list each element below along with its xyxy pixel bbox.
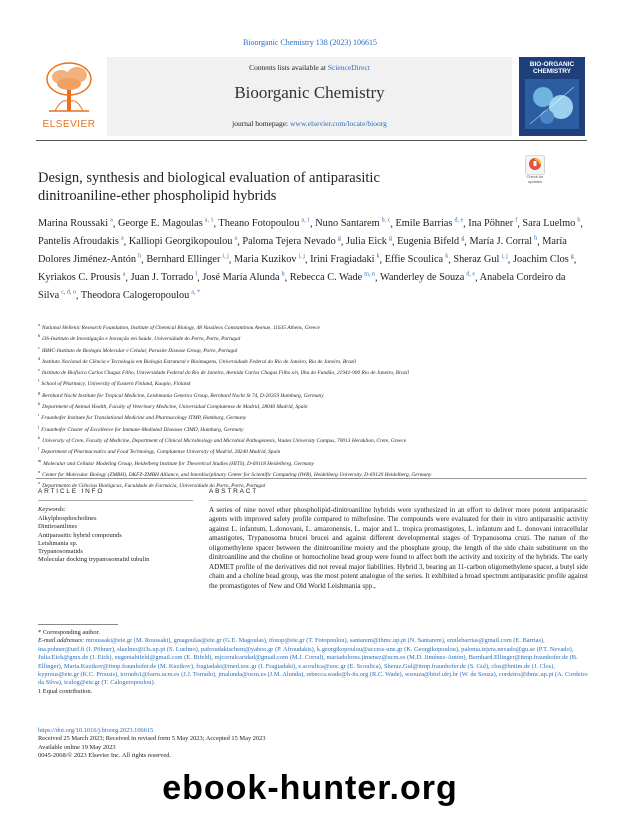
author-affiliation-marker[interactable]: g [461,236,465,243]
author-name: Theano Fotopoulou [218,218,300,230]
author[interactable] [290,272,375,283]
author-name: Rebecca C. Wade [289,272,363,284]
affiliation-text: Departmento de Ciências Biológicas, Faculdade de Farmácia, Universidade do Porto, Porto, Portugal [42,482,266,489]
homepage-prefix: journal homepage: [232,119,291,128]
footnote-rule [38,624,118,625]
affiliation-text: Fraunhofer Cluster of Excellence for Immune-Mediated Diseases CIMD, Hamburg, Germany [41,426,244,433]
affiliation-text: University of Crete, Faculty of Medicine, Department of Clinical Microbiology and Microbial Pathogenesis, Voutes University Campus, 70013 Heraklion, Crete, Greece [42,437,407,444]
author[interactable] [522,218,580,229]
author[interactable] [468,218,517,229]
author-name: Kyriakos C. Prousis [38,272,121,284]
email-label: E-mail addresses: [38,637,85,645]
author-name: Kalliopi Georgikopoulou [128,236,233,248]
keywords-list [38,515,198,565]
cover-title-line2: CHEMISTRY [532,68,572,75]
author-affiliation-marker[interactable]: d, e [454,218,464,224]
author-name: Joachim Clos [512,254,569,266]
affiliation-item [38,321,588,332]
author-affiliation-marker[interactable]: a, 1 [301,218,311,224]
author[interactable] [234,254,305,265]
author[interactable] [202,272,284,283]
header-divider [36,140,587,141]
contents-line [107,63,512,72]
affiliation-letter: j [38,423,40,429]
affiliation-letter: c [38,344,40,350]
author[interactable] [38,218,113,229]
affiliation-item [38,400,588,411]
affiliation-letter: h [38,401,41,407]
affiliation-text: School of Pharmacy, University of Eastern Finland, Kuopio, Finland [41,381,191,388]
affiliation-letter: f [38,378,40,384]
journal-reference[interactable]: Bioorganic Chemistry 138 (2023) 106615 [242,38,378,47]
author-name: Juan J. Torrado [130,272,194,284]
affiliation-letter: d [38,355,41,361]
affiliation-letter: g [38,389,41,395]
author-name: Emile Barrias [395,218,453,230]
author-affiliation-marker[interactable]: a, 1 [204,218,214,224]
author[interactable] [346,236,392,247]
affiliation-text: National Hellenic Research Foundation, Institute of Chemical Biology, 48 Vassileos Constantinou Avenue, 11635 Athens, Greece [41,324,320,331]
affiliation-text: IBMC-Instituto de Biologia Molecular e Celular, Parasite Disease Group, Porto, Portugal [41,347,238,354]
author-name: María Dolores Jiménez-Antón [38,236,567,266]
author-name: George E. Magoulas [117,218,203,230]
affiliation-item [38,423,588,434]
check-updates-line2: updates [527,178,543,184]
author-name: Effie Scoulica [384,254,444,266]
check-updates-icon [525,155,545,175]
author-affiliation-marker[interactable]: a, * [191,290,200,297]
author[interactable] [310,254,379,265]
author-name: Sheraz Gul [453,254,500,266]
author-name: Theodora Calogeropoulou [80,290,190,302]
header-center-panel [107,57,512,136]
affiliation-item [38,445,588,456]
author[interactable] [453,254,507,265]
footnotes [38,629,588,696]
affiliation-letter: i [38,412,40,418]
author[interactable] [315,218,390,229]
author-affiliation-marker[interactable]: a [122,272,126,279]
author[interactable] [81,290,200,301]
journal-cover[interactable] [519,57,585,136]
author-affiliation-marker[interactable]: i, j [501,254,508,261]
affiliation-letter: l [38,446,40,452]
check-for-updates-badge[interactable] [521,155,549,187]
author[interactable] [395,218,463,229]
keyword-item: Molecular docking trypanosomatid tubulin [38,556,150,564]
affiliation-text: Center for Molecular Biology (ZMBH), DKFZ-ZMBH Alliance, and Interdisciplinary Center for Scientific Computing (IWR), Heidelberg University, D-69120 Heidelberg, Germany [42,471,432,478]
homepage-line [107,119,512,128]
author[interactable] [385,254,449,265]
author-affiliation-marker[interactable]: i, j [222,254,229,261]
author[interactable] [131,272,198,283]
keywords-label: Keywords: [38,506,66,513]
author-affiliation-marker[interactable]: l [195,272,198,279]
keyword-item: Alkylphosphocholines [38,515,97,522]
publication-info [38,727,438,761]
check-updates-line1: Check for [526,174,544,179]
author[interactable] [118,218,213,229]
doi-link[interactable]: https://doi.org/10.1016/j.bioorg.2023.106615 [38,727,154,734]
author-affiliation-marker[interactable]: a [234,236,238,243]
author[interactable] [129,236,237,247]
author-affiliation-marker[interactable]: b, c [381,218,391,224]
affiliation-text: Instituto de Biofísica Carlos Chagas Filho, Universidade Federal do Rio de Janeiro, Avenida Carlos Chagas Filho s/n, Ilha do Fundão, 21941-900 Rio de Janeiro, Brazil [41,369,409,376]
affiliation-letter: n [38,468,41,474]
author-name: María J. Corral [469,236,533,248]
author-affiliation-marker[interactable]: a [121,236,124,243]
author-name: Bernhard Ellinger [146,254,221,266]
affiliation-text: Fraunhofer Institute for Translational Medicine and Pharmacology ITMP, Hamburg, Germany [41,415,247,422]
elsevier-wordmark: ELSEVIER [42,119,96,130]
email-addresses [38,637,588,687]
affiliation-list [38,321,588,490]
journal-header [36,57,587,136]
affiliation-item [38,479,588,490]
author-affiliation-marker[interactable]: a [110,218,113,224]
author-affiliation-marker[interactable]: f [515,218,518,224]
affiliation-item [38,332,588,343]
affiliation-text: Molecular and Cellular Modeling Group, Heidelberg Institute for Theoretical Studies (HITS), D-69118 Heidelberg, Germany [43,460,314,467]
author[interactable] [469,236,537,247]
cover-title [519,61,585,75]
email-list[interactable]: mroussaki@eie.gr (M. Roussaki), gmagoulas@eie.gr (G.E. Magoulas), tfotop@eie.gr (T. Fotopoulou), santarem@ibmc.up.pt (N. Santarem), emilebarrias@gmail.com (E. Barrias), ina.pohner@uef.fi (I. Pöhner), sluelmo@i3s.up.pt (S. Luelmo), pafroudakischem@yahoo.gr (P. Afroudakis), k.georgikopoulou@access-une.gr (K. Georgikopoulou), paloma.tejera.nevado@gu.se (P.T. Nevado), Julia.Eick@gmx.de (J. Eick), eugeniabifeld@gmail.com (E. Bifeld), mjcorralcaridad@gmail.com (M.J. Corral), mariadolores.jimenez@ucm.es (M.D. Jiménez-Antón), Bernhard.Ellinger@itmp.fraunhofer.de (B. Ellinger), Maria.Kuzikov@itmp.fraunhofer.de (M. Kuzikov), fragiadaki@med.uoc.gr (I. Fragiadaki), e.scoulica@uoc.gr (E. Scoulica), Sheraz.Gul@itmp.fraunhofer.de (S. Gul), clos@bnitm.de (J. Clos), kyprous@eie.gr (K.C. Prousis), torrado1@farm.ucm.es (J.J. Torrado), jmalunda@ucm.es (J.M. Alunda), rebecca.wade@h-its.org (R.C. Wade), wsouza@biof.ufrj.br (W. de Souza), cordeiro@ibmc.up.pt (A. Cordeiro da Silva), tcalog@eie.gr (T. Calogeropoulou). [38,637,588,687]
author[interactable] [146,254,228,265]
homepage-link[interactable]: www.elsevier.com/locate/bioorg [290,119,387,128]
author-affiliation-marker[interactable]: g [389,236,392,243]
journal-title: Bioorganic Chemistry [234,83,385,102]
cover-art-icon [525,79,579,129]
affiliation-text: Department of Pharmaceutics and Food Technology, Complutense University of Madrid, 28240 Madrid, Spain [41,449,281,456]
keyword-item: Trypanosomatids [38,548,83,556]
affiliation-letter: k [38,434,41,440]
article-title-line1: Design, synthesis and biological evaluation of antiparasitic [38,170,380,186]
article-info-rule [38,500,193,501]
author-affiliation-marker[interactable]: k [445,254,449,261]
affiliation-letter: a [38,322,40,327]
equal-contribution-note: 1 Equal contribution. [38,687,93,695]
keyword-item: Leishmania sp. [38,539,78,547]
article-title-line2: dinitroaniline-ether phospholipid hybrids [38,187,277,204]
author-affiliation-marker[interactable]: i, j [298,254,305,261]
author-name: Sara Luelmo [522,218,576,230]
abstract-heading: ABSTRACT [209,488,259,495]
author-affiliation-marker[interactable]: h [281,272,285,279]
elsevier-tree-icon [41,59,97,115]
author-affiliation-marker[interactable]: k [376,254,380,261]
keyword-item: Dinitroanilines [38,523,77,531]
sciencedirect-link[interactable]: ScienceDirect [327,63,370,72]
affiliation-item [38,411,588,422]
affiliation-item [38,366,588,377]
author[interactable] [397,236,464,247]
author[interactable] [38,236,124,247]
affiliation-item [38,389,588,400]
article-title [38,170,508,205]
author-affiliation-marker[interactable]: c, d, o [61,290,76,297]
author[interactable] [242,236,341,247]
author-name: José María Alunda [202,272,280,284]
author-name: Wanderley de Souza [379,272,465,284]
abstract-rule [209,500,587,501]
author[interactable] [513,254,574,265]
affiliation-letter: o [38,480,41,486]
author-name: Marina Roussaki [38,218,109,230]
author-affiliation-marker[interactable]: g [570,254,574,261]
check-updates-text [521,175,549,184]
affiliation-item [38,344,588,355]
affiliation-letter: m [38,457,42,463]
author-name: Ina Pöhner [468,218,514,230]
author-affiliation-marker[interactable]: d, e [466,272,476,279]
affiliation-item [38,377,588,388]
affiliation-text: Instituto Nacional de Ciência e Tecnologia em Biologia Estrutural e Bioimagens, Universidade Federal do Rio de Janeiro, Rio de Janeiro, Brazil [42,358,357,365]
keyword-item: Antiparasitic hybrid compounds [38,531,122,539]
watermark: ebook-hunter.org [162,769,458,807]
affiliation-item [38,355,588,366]
affiliation-text: Department of Animal Health, Faculty of Veterinary Medicine, Universidad Complutense de Madrid, 28040 Madrid, Spain [42,403,308,410]
author[interactable] [380,272,475,283]
author-name: Eugenia Bifeld [397,236,460,248]
affiliation-item [38,457,588,468]
author-affiliation-marker[interactable]: h [138,254,142,261]
affiliation-letter: b [38,333,41,339]
affiliation-letter: e [38,367,40,373]
author-name: Pantelis Afroudakis [38,236,119,248]
author-name: Julia Eick [346,236,387,248]
abstract-text: A series of nine novel ether phospholipid-dinitroaniline hybrids were synthesized in an effort to deliver more potent antiparasitic agents with improved safety profile compared to miltefosine. The compounds were evaluated for their in vitro antiparasitic activity against L. infantum, L.donovani, L. amazonensis, L. major and L. tropica promastigotes, L. infantum and L. donovani intracellular amastigotes, Trypanosoma brucei brucei and against different developmental stages of Trypanosoma cruzi. The nature of the oligomethylene spacer between the dinitroaniline moiety and the phosphate group, the length of the side chain substituent on the dinitroaniline and the choline or homocholine head group were found to affect both the activity and toxicity of the hybrids. The early ADMET profile of the derivatives did not reveal major liabilities. Hybrid 3, bearing an 11-carbon oligomethylene spacer, a butyl side chain and a choline head group, was the most potent analogue of the series. It exhibited a broad spectrum antiparasitic profile against the promastigotes of New and Old World Leishmania spp., [209,506,588,590]
author-name: Nuno Santarem [315,218,380,230]
author[interactable] [218,218,310,229]
cover-title-line1: BIO-ORGANIC [529,61,575,68]
contents-prefix: Contents lists available at [249,63,328,72]
copyright-line: 0045-2068/© 2023 Elsevier Inc. All rights reserved. [38,752,171,760]
available-online: Available online 19 May 2023 [38,743,116,751]
author-name: Paloma Tejera Nevado [242,236,336,248]
corresponding-author-note: * Corresponding author. [38,629,100,636]
author-name: Irini Fragiadaki [310,254,375,266]
affiliation-text: Bernhard Nocht Institute for Tropical Medicine, Leishmania Genetics Group, Bernhard Nocht St 74, D-20359 Hamburg, Germany [42,392,324,399]
article-info-heading: ARTICLE INFO [38,488,105,495]
author-list: Marina Roussaki $^a$, George E. Magoulas $^{a, 1}$, Theano Fotopoulou $^{a, 1}$, Nuno Santarem $^{b, c}$, Emile Barrias $^{d, e}$, Ina Pöhner $^f$, Sara Luelmo $^b$, Pantelis Afroudakis $^a$, Kalliopi Georgikopoulou $^a$, Paloma Tejera Nevado $^g$, Julia Eick $^g$, Eugenia Bifeld $^g$, María J. Corral $^h$, María Dolores Jiménez-Antón $^h$, Bernhard Ellinger $^{i, j}$, Maria Kuzikov $^{i, j}$, Irini Fragiadaki $^k$, Effie Scoulica $^k$, Sheraz Gul $^{i, j}$, Joachim Clos $^g$, Kyriakos C. Prousis $^a$, Juan J. Torrado $^l$, José María Alunda $^h$, Rebecca C. Wade $^{m, n}$, Wanderley de Souza $^{d, e}$, Anabela Cordeiro da Silva $^{c, d, o}$, Theodora Calogeropoulou $^{a, *}$ [38,218,583,302]
author-affiliation-marker[interactable]: g [337,236,341,243]
author-name: Maria Kuzikov [233,254,297,266]
affiliation-item [38,434,588,445]
author-affiliation-marker[interactable]: h [534,236,538,243]
author-affiliation-marker[interactable]: m, n [364,272,375,279]
received-dates: Received 25 March 2023; Received in revised form 5 May 2023; Accepted 15 May 2023 [38,735,266,743]
author-affiliation-marker[interactable]: b [577,218,581,224]
affiliation-text: i3S-Instituto de Investigação e Inovação em Saúde, Universidade do Porto, Porto, Portugal [42,336,241,343]
author[interactable] [38,272,125,283]
elsevier-logo[interactable] [36,59,102,133]
section-divider [36,478,587,479]
author-name: Anabela Cordeiro da Silva [38,272,566,302]
